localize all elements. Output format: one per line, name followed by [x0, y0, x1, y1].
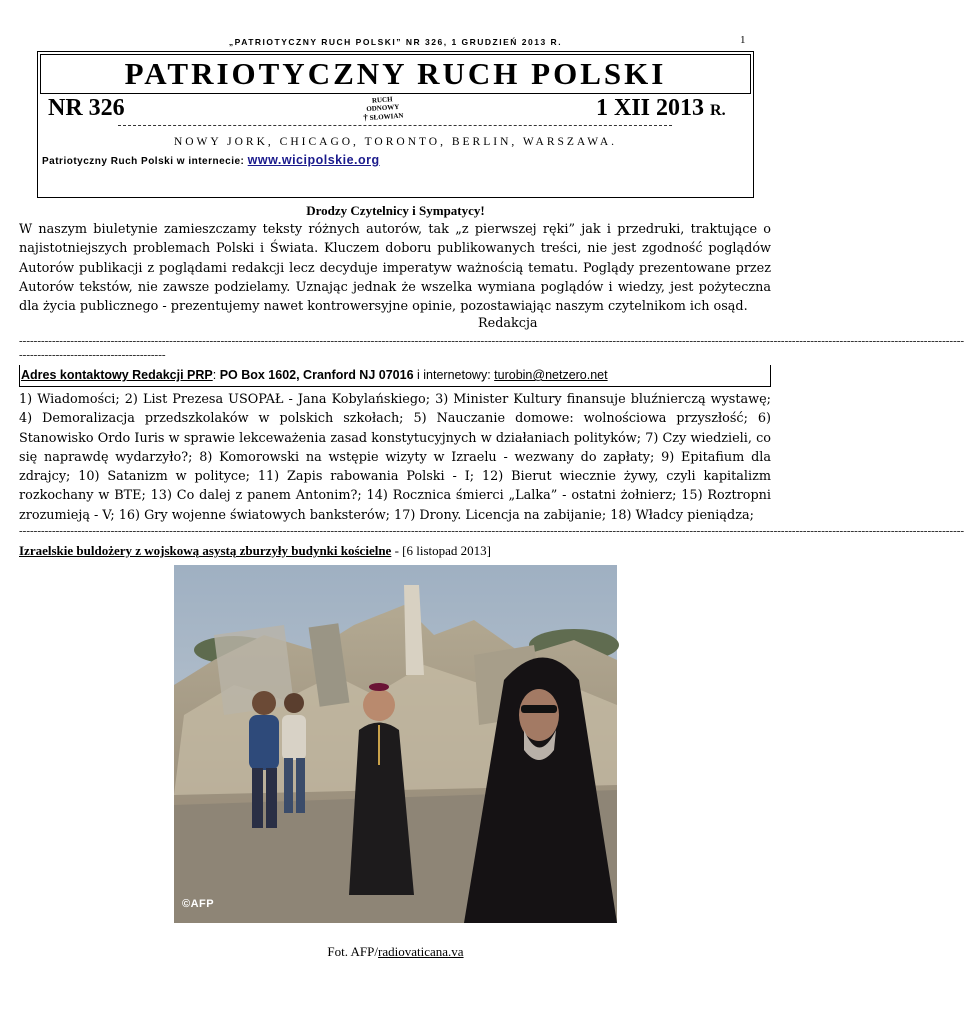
contact-label: Adres kontaktowy Redakcji PRP	[21, 368, 213, 382]
contact-email-link[interactable]: turobin@netzero.net	[494, 368, 608, 382]
logo-line2: SŁOWIAN	[369, 111, 404, 122]
caption-source-link[interactable]: radiovaticana.va	[378, 944, 464, 959]
article-headline[interactable]: Izraelskie buldożery z wojskową asystą zburzyły budynki kościelne	[19, 543, 392, 558]
editorial-signature: Redakcja	[478, 316, 538, 331]
ruch-odnowy-logo	[357, 94, 409, 127]
page-number: 1	[740, 34, 746, 46]
cities-line: NOWY JORK, CHICAGO, TORONTO, BERLIN, WARSZAWA.	[173, 136, 618, 148]
photo-credit: ©AFP	[182, 898, 215, 910]
photo-caption	[0, 944, 791, 960]
editorial-body: W naszym biuletynie zamieszczamy teksty różnych autorów, tak „z pierwszej ręki” jak i przedruki, traktujące o najistotniejszych problemach Polski i Świata. Kluczem doboru publikowanych treści, nie jest zgodność poglądów Autorów publikacji z poglądami redakcji lecz decyduje imperatyw ważnością tematu. Poglądy prezentowane przez Autorów tekstów, nie zawsze podzielamy. Uznając jednak że wszelka wymiana poglądów i wiedzy, jest pożyteczna dla życia publicznego - prezentujemy nawet kontrowersyjne opinie, pozostawiając naszym czytelnikom ich osąd.	[19, 222, 771, 315]
article-heading-line	[19, 543, 491, 559]
section-divider: ------------------------------------------------------------------------------------------------------------------------------------------------------------------------------------------------------------------------------------------------------------------ ----------------------------------------	[19, 335, 964, 361]
website-link[interactable]: www.wicipolskie.org	[247, 153, 380, 167]
issue-date-text: 1 XII 2013	[596, 95, 705, 121]
masthead-title: PATRIOTYCZNY RUCH POLSKI	[124, 56, 667, 91]
internet-label: Patriotyczny Ruch Polski w internecie:	[42, 156, 245, 167]
contact-line: Adres kontaktowy Redakcji PRP: PO Box 1602, Cranford NJ 07016 i internetowy: turobin@netzero.net	[21, 368, 608, 382]
contact-internet-text: i internetowy:	[417, 368, 491, 382]
masthead-divider	[118, 125, 672, 126]
issue-date-suffix: R.	[710, 102, 726, 119]
issue-number: NR 326	[48, 95, 125, 121]
caption-prefix: Fot. AFP/	[327, 944, 379, 959]
cross-icon: †	[363, 112, 369, 123]
article-date: - [6 listopad 2013]	[391, 543, 491, 558]
editorial-title: Drodzy Czytelnicy i Sympatycy!	[306, 203, 485, 218]
internet-line	[42, 153, 380, 167]
running-header: „PATRIOTYCZNY RUCH POLSKI” NR 326, 1 GRUDZIEŃ 2013 R.	[228, 37, 563, 47]
toc-divider: ------------------------------------------------------------------------------------------------------------------------------------------------------------------------------------------------------------------------------------------------------------------	[19, 525, 964, 537]
article-photo	[174, 565, 617, 923]
issue-date	[596, 95, 726, 122]
logo-line1: RUCH ODNOWY	[366, 95, 400, 114]
contact-address: PO Box 1602, Cranford NJ 07016	[219, 368, 414, 382]
table-of-contents: 1) Wiadomości; 2) List Prezesa USOPAŁ - Jana Kobylańskiego; 3) Minister Kultury finansuje bluźnierczą wystawę; 4) Demoralizacja przedszkolaków w polskich szkołach; 5) Nauczanie domowe: wolnościowa przyszłość; 6) Stanowisko Ordo Iuris w sprawie lekceważenia zasad konstytucyjnych w działaniach polityków; 7) Czy wiedzieli, co się naprawdę wydarzyło?; 8) Komorowski na wstępie wizyty w Izraelu - wezwany do zapłaty; 9) Epitafium dla zdrajcy; 10) Satanizm w polityce; 11) Zapis rabowania Polski - I; 12) Bierut wiecznie żywy, czyli kapitalizm rozkochany w BTE; 13) Co dalej z panem Antonim?; 14) Rocznica śmierci „Lalka” - ostatni żołnierz; 15) Roztropni zrozumieją - V; 16) Gry wojenne światowych banksterów; 17) Drony. Licencja na zabijanie; 18) Władcy pieniądza;	[19, 392, 771, 523]
